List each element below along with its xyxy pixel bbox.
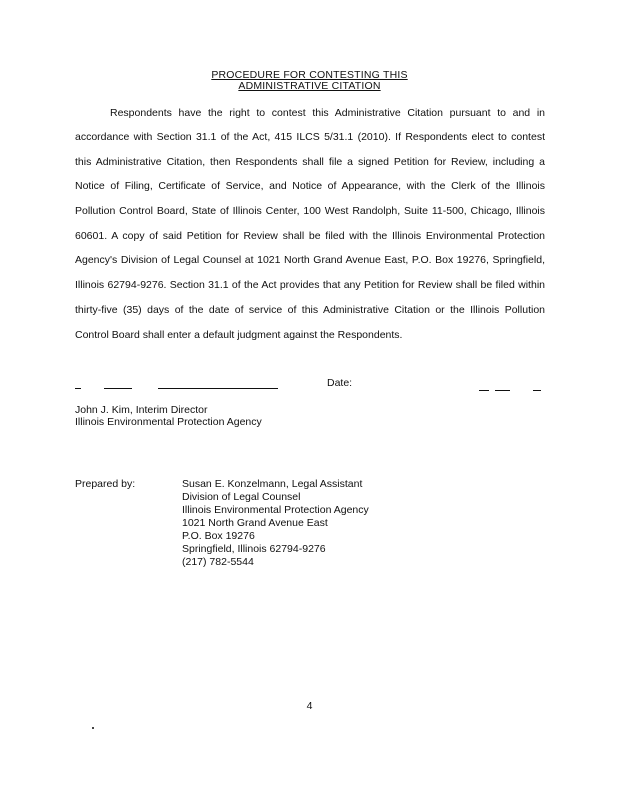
date-rule xyxy=(495,390,510,391)
body-line: accordance with Section 31.1 of the Act, 415 ILCS 5/31.1 (2010). If Respondents elect to contest xyxy=(75,131,545,143)
page-number: 4 xyxy=(306,700,313,712)
date-rule xyxy=(479,390,489,391)
signatory-agency: Illinois Environmental Protection Agency xyxy=(75,416,262,428)
body-line: Control Board shall enter a default judgment against the Respondents. xyxy=(75,329,403,341)
date-label: Date: xyxy=(327,377,353,389)
body-line: Pollution Control Board, State of Illinois Center, 100 West Randolph, Suite 11-500, Chicago, Illinois xyxy=(75,205,545,217)
signature-rule xyxy=(75,388,81,389)
body-line: Notice of Filing, Certificate of Service, and Notice of Appearance, with the Clerk of the Illinois xyxy=(75,180,545,192)
preparer-city: Springfield, Illinois 62794-9276 xyxy=(182,543,326,555)
preparer-phone: (217) 782-5544 xyxy=(182,556,254,568)
heading-line-2: ADMINISTRATIVE CITATION xyxy=(238,80,381,92)
prepared-by-label: Prepared by: xyxy=(75,478,136,490)
scan-speck xyxy=(92,727,94,729)
date-rule xyxy=(533,390,541,391)
heading-line-1: PROCEDURE FOR CONTESTING THIS xyxy=(211,69,408,81)
body-line: Agency's Division of Legal Counsel at 1021 North Grand Avenue East, P.O. Box 19276, Springfield, xyxy=(75,254,545,266)
body-line: 60601. A copy of said Petition for Review shall be filed with the Illinois Environmental Protection xyxy=(75,230,545,242)
signature-rule xyxy=(158,388,278,389)
preparer-po-box: P.O. Box 19276 xyxy=(182,530,255,542)
signatory-name: John J. Kim, Interim Director xyxy=(75,404,208,416)
body-line: thirty-five (35) days of the date of service of this Administrative Citation or the Illinois Pollution xyxy=(75,304,545,316)
body-line: Illinois 62794-9276. Section 31.1 of the Act provides that any Petition for Review shall be filed within xyxy=(75,279,545,291)
preparer-agency: Illinois Environmental Protection Agency xyxy=(182,504,369,516)
preparer-division: Division of Legal Counsel xyxy=(182,491,301,503)
body-line: Respondents have the right to contest this Administrative Citation pursuant to and in xyxy=(110,107,545,119)
signature-rule xyxy=(104,388,132,389)
preparer-street: 1021 North Grand Avenue East xyxy=(182,517,328,529)
body-line: this Administrative Citation, then Respondents shall file a signed Petition for Review, including a xyxy=(75,156,545,168)
preparer-name: Susan E. Konzelmann, Legal Assistant xyxy=(182,478,363,490)
